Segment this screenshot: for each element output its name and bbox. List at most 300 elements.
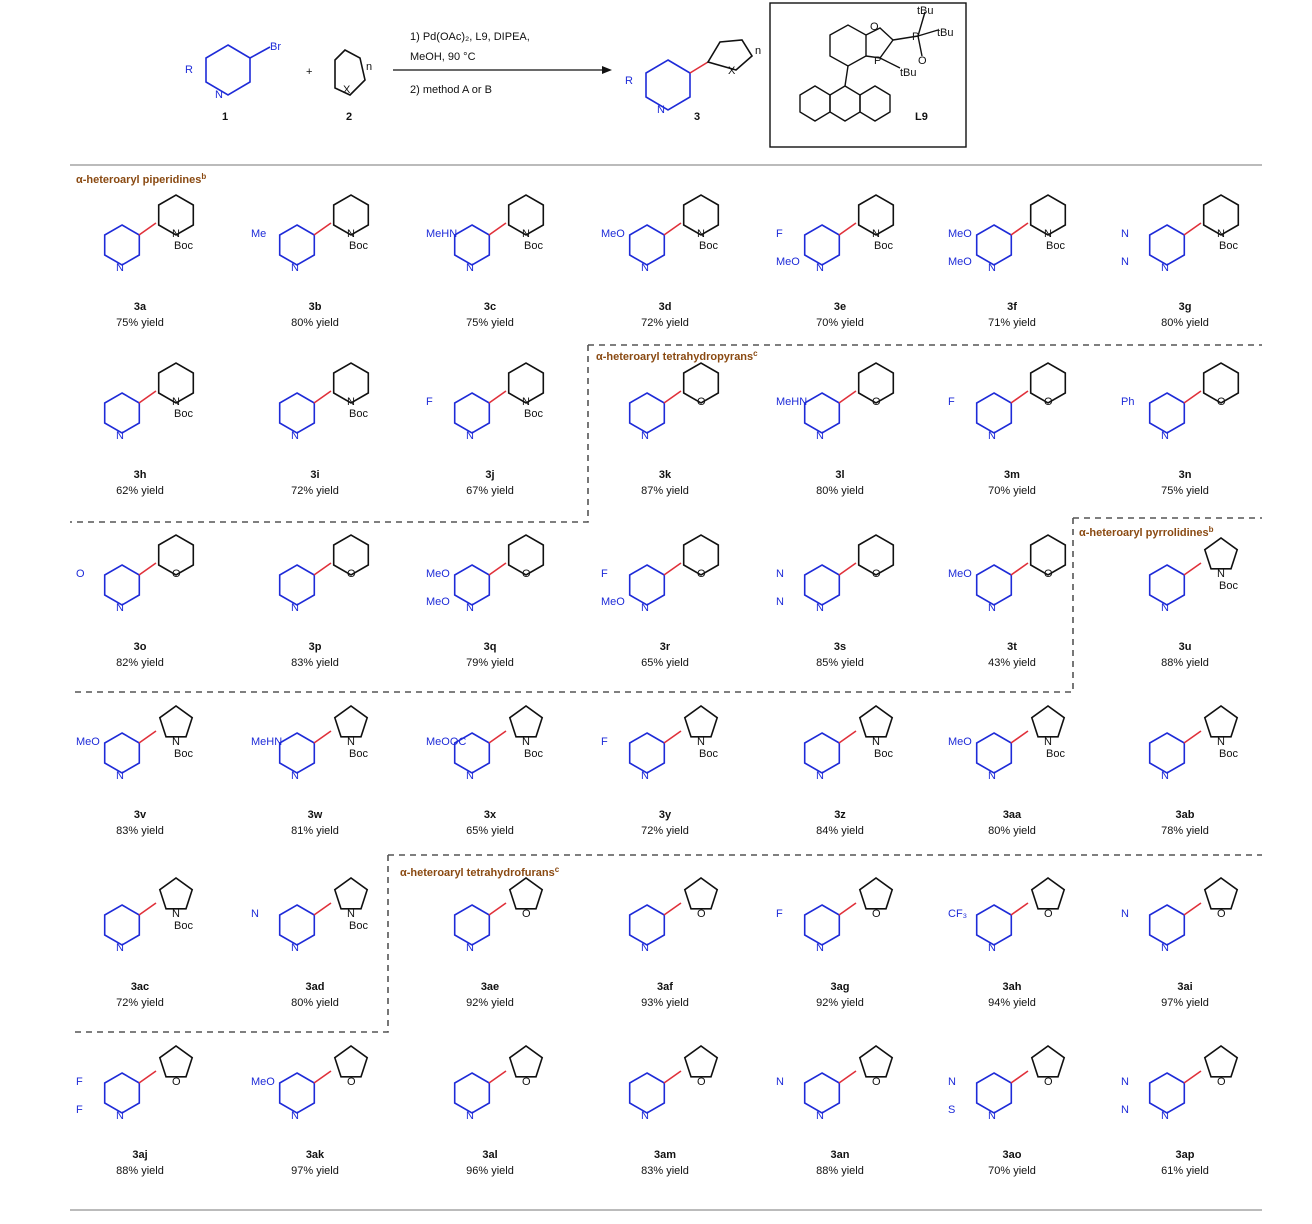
hetero-atom: O: [872, 908, 881, 920]
compound-3s: [776, 535, 893, 669]
ring-n-atom: N: [1161, 942, 1169, 954]
reactant-1-structure: [206, 45, 270, 95]
hetero-atom: O: [347, 1076, 356, 1088]
compound-3f: [948, 195, 1065, 329]
pyridine-ring: [630, 565, 665, 605]
compound-3w: [251, 706, 368, 837]
compound-yield: 62% yield: [116, 485, 164, 497]
conditions-line-1: 1) Pd(OAc)₂, L9, DIPEA,: [410, 31, 530, 43]
compound-yield: 97% yield: [1161, 997, 1209, 1009]
compound-id: 3i: [310, 469, 320, 481]
compound-id: 3f: [1007, 301, 1017, 313]
link-bond: [1184, 731, 1201, 743]
link-bond: [839, 1071, 856, 1083]
compound-3n: [1121, 363, 1238, 497]
compound-3aa: [948, 706, 1065, 837]
pyridine-ring: [105, 905, 140, 945]
compound-id: 3v: [133, 809, 147, 821]
link-bond: [489, 903, 506, 915]
compound-id: 3am: [653, 1149, 677, 1161]
ring-n-atom: N: [291, 602, 299, 614]
compound-id: 3q: [483, 641, 497, 653]
tetrahydrofuran-ring: [1205, 1046, 1237, 1077]
ring-n-atom: N: [466, 770, 474, 782]
ligand-id: L9: [915, 111, 928, 123]
hetero-atom: O: [697, 908, 706, 920]
link-bond: [839, 563, 856, 575]
ring-n-atom: N: [641, 602, 649, 614]
ring-n-atom: N: [1161, 430, 1169, 442]
hetero-atom: N: [172, 228, 180, 240]
ring-n-atom: N: [641, 942, 649, 954]
substituent-label: F: [948, 396, 955, 408]
compound-id: 3ap: [1175, 1149, 1195, 1161]
compound-3r: [601, 535, 718, 669]
pyridine-ring: [280, 393, 315, 433]
ring-n-atom: N: [116, 262, 124, 274]
compound-3ae: [455, 878, 543, 1009]
hetero-atom: O: [1044, 908, 1053, 920]
compound-id: 3m: [1004, 469, 1020, 481]
pyrrolidine-ring: [685, 706, 717, 737]
n-label: n: [366, 61, 373, 73]
hetero-atom: O: [697, 396, 706, 408]
reactant-2-id: 2: [346, 111, 353, 123]
pyrrolidine-ring: [160, 878, 192, 909]
tetrahydrofuran-ring: [160, 1046, 192, 1077]
pyridine-ring: [280, 1073, 315, 1113]
ring-n-atom: N: [641, 770, 649, 782]
substituent-label: MeHN: [426, 228, 458, 240]
pyridine-ring: [105, 393, 140, 433]
substituent-label: N: [776, 568, 784, 580]
substituent-label: N: [1121, 256, 1129, 268]
link-bond: [314, 903, 331, 915]
link-bond: [314, 1071, 331, 1083]
link-bond: [489, 1071, 506, 1083]
link-bond: [314, 731, 331, 743]
tetrahydrofuran-ring: [1032, 1046, 1064, 1077]
compound-yield: 92% yield: [466, 997, 514, 1009]
compound-id: 3af: [657, 981, 673, 993]
tetrahydrofuran-ring: [1032, 878, 1064, 909]
ring-n-atom: N: [641, 1110, 649, 1122]
pyridine-ring: [280, 225, 315, 265]
ligand-tbu-2: tBu: [937, 27, 954, 39]
compound-id: 3al: [482, 1149, 498, 1161]
substituent-label: N: [251, 908, 259, 920]
link-bond: [1011, 903, 1028, 915]
hetero-atom: O: [872, 1076, 881, 1088]
ring-n-atom: N: [816, 1110, 824, 1122]
compound-id: 3b: [308, 301, 322, 313]
pyrrolidine-ring: [335, 706, 367, 737]
link-bond: [1011, 391, 1028, 403]
link-bond: [1184, 563, 1201, 575]
substituent-label: MeO: [426, 568, 450, 580]
hetero-atom: O: [1217, 908, 1226, 920]
compound-id: 3ao: [1002, 1149, 1022, 1161]
substituent-label: F: [776, 228, 783, 240]
boc-label: Boc: [1046, 748, 1065, 760]
substituent-label: F: [76, 1104, 83, 1116]
ring-n-atom: N: [816, 430, 824, 442]
ring-n-atom: N: [1161, 1110, 1169, 1122]
hetero-atom: N: [1217, 736, 1225, 748]
hetero-atom: O: [172, 568, 181, 580]
pyrrolidine-ring: [160, 706, 192, 737]
compound-3ak: [251, 1046, 367, 1177]
substituent-label: N: [776, 1076, 784, 1088]
substituent-label: O: [76, 568, 85, 580]
boc-label: Boc: [349, 408, 368, 420]
compound-grid: [76, 195, 1238, 1177]
compound-3ad: [251, 878, 368, 1009]
link-bond: [139, 563, 156, 575]
boc-label: Boc: [524, 240, 543, 252]
compound-3y: [601, 706, 718, 837]
compound-3k: [630, 363, 719, 497]
link-bond: [139, 903, 156, 915]
compound-yield: 67% yield: [466, 485, 514, 497]
link-bond: [139, 731, 156, 743]
compound-yield: 65% yield: [466, 825, 514, 837]
link-bond: [664, 731, 681, 743]
pyridine-ring: [1150, 1073, 1185, 1113]
boc-label: Boc: [524, 408, 543, 420]
compound-yield: 88% yield: [816, 1165, 864, 1177]
pyridine-ring: [630, 733, 665, 773]
pyrrolidine-ring: [860, 706, 892, 737]
link-bond: [489, 731, 506, 743]
substituent-label: MeO: [948, 568, 972, 580]
compound-id: 3s: [833, 641, 847, 653]
x-label: X: [343, 84, 351, 96]
compound-id: 3e: [833, 301, 847, 313]
hetero-atom: N: [347, 908, 355, 920]
ring-n-atom: N: [116, 942, 124, 954]
compound-id: 3y: [658, 809, 672, 821]
compound-yield: 93% yield: [641, 997, 689, 1009]
pyridine-ring: [630, 905, 665, 945]
hetero-atom: O: [522, 568, 531, 580]
pyridine-ring: [977, 565, 1012, 605]
compound-3a: [105, 195, 194, 329]
product-r-label: R: [625, 75, 633, 87]
link-bond: [489, 223, 506, 235]
link-bond: [1184, 223, 1201, 235]
link-bond: [139, 391, 156, 403]
hetero-atom: N: [172, 396, 180, 408]
compound-yield: 72% yield: [641, 317, 689, 329]
boc-label: Boc: [874, 748, 893, 760]
compound-yield: 96% yield: [466, 1165, 514, 1177]
link-bond: [139, 223, 156, 235]
tetrahydrofuran-ring: [685, 1046, 717, 1077]
boc-label: Boc: [349, 240, 368, 252]
pyridine-ring: [455, 393, 490, 433]
compound-id: 3an: [830, 1149, 850, 1161]
pyridine-ring: [805, 393, 840, 433]
ring-n-atom: N: [988, 942, 996, 954]
compound-3ab: [1150, 706, 1239, 837]
compound-yield: 88% yield: [116, 1165, 164, 1177]
conditions-line-2: MeOH, 90 °C: [410, 51, 476, 63]
compound-id: 3n: [1178, 469, 1192, 481]
pyridine-ring: [805, 565, 840, 605]
compound-id: 3u: [1178, 641, 1192, 653]
compound-3e: [776, 195, 893, 329]
pyridine-ring: [977, 393, 1012, 433]
ring-n-atom: N: [291, 1110, 299, 1122]
substituent-label: Ph: [1121, 396, 1135, 408]
pyridine-ring: [1150, 565, 1185, 605]
pyridine-ring: [805, 225, 840, 265]
compound-id: 3aj: [132, 1149, 148, 1161]
substituent-label: MeO: [948, 256, 972, 268]
compound-id: 3aa: [1002, 809, 1022, 821]
hetero-atom: O: [1044, 396, 1053, 408]
compound-yield: 83% yield: [116, 825, 164, 837]
compound-yield: 78% yield: [1161, 825, 1209, 837]
substituent-label: MeOOC: [426, 736, 467, 748]
pyridine-ring: [977, 225, 1012, 265]
hetero-atom: O: [697, 568, 706, 580]
ring-n-atom: N: [988, 430, 996, 442]
ligand-o-atom: O: [870, 21, 879, 33]
compound-3af: [630, 878, 718, 1009]
pyrrolidine-ring: [335, 878, 367, 909]
pyridine-ring: [630, 225, 665, 265]
substituent-label: F: [601, 736, 608, 748]
link-bond: [839, 223, 856, 235]
compound-yield: 80% yield: [291, 997, 339, 1009]
compound-3ai: [1121, 878, 1237, 1009]
product-x-label: X: [728, 65, 736, 77]
compound-yield: 72% yield: [116, 997, 164, 1009]
substituent-label: F: [76, 1076, 83, 1088]
boc-label: Boc: [874, 240, 893, 252]
substituent-label: MeO: [948, 228, 972, 240]
pyridine-ring: [280, 733, 315, 773]
compound-3i: [280, 363, 369, 497]
compound-3l: [776, 363, 893, 497]
compound-3d: [601, 195, 718, 329]
compound-id: 3c: [483, 301, 497, 313]
compound-id: 3ak: [305, 1149, 325, 1161]
hetero-atom: O: [1044, 568, 1053, 580]
substituent-label: N: [948, 1076, 956, 1088]
pyridine-ring: [105, 565, 140, 605]
pyridine-ring: [455, 565, 490, 605]
compound-id: 3w: [307, 809, 323, 821]
compound-id: 3d: [658, 301, 672, 313]
section-title-pyrrolidines: α-heteroaryl pyrrolidines$^b$: [1079, 525, 1214, 539]
compound-yield: 80% yield: [1161, 317, 1209, 329]
substituent-label: MeO: [776, 256, 800, 268]
compound-3an: [776, 1046, 892, 1177]
r-label: R: [185, 64, 193, 76]
section-title-tetrahydrofurans: α-heteroaryl tetrahydrofurans$^c$: [400, 865, 560, 879]
ring-n-atom: N: [641, 262, 649, 274]
compound-yield: 65% yield: [641, 657, 689, 669]
compound-id: 3ae: [480, 981, 500, 993]
compound-id: 3r: [659, 641, 671, 653]
compound-3o: [76, 535, 193, 669]
link-bond: [139, 1071, 156, 1083]
boc-label: Boc: [1219, 580, 1238, 592]
substituent-label: MeO: [76, 736, 100, 748]
compound-id: 3k: [658, 469, 672, 481]
hetero-atom: O: [1217, 396, 1226, 408]
link-bond: [1011, 223, 1028, 235]
section-borders: [70, 345, 1262, 1032]
compound-yield: 88% yield: [1161, 657, 1209, 669]
ring-n-atom: N: [291, 430, 299, 442]
substituent-label: N: [776, 596, 784, 608]
pyridine-ring: [1150, 393, 1185, 433]
substituent-label: MeO: [601, 228, 625, 240]
hetero-atom: N: [872, 736, 880, 748]
hetero-atom: N: [522, 396, 530, 408]
pyrrolidine-ring: [1032, 706, 1064, 737]
compound-3v: [76, 706, 193, 837]
pyrrolidine-ring: [510, 706, 542, 737]
arrow-head: [602, 66, 612, 74]
ring-n-atom: N: [116, 770, 124, 782]
section-title-piperidines: α-heteroaryl piperidines$^b$: [76, 172, 207, 186]
tetrahydrofuran-ring: [510, 878, 542, 909]
compound-id: 3j: [485, 469, 495, 481]
compound-yield: 75% yield: [116, 317, 164, 329]
ring-n-atom: N: [466, 1110, 474, 1122]
ring-n-atom: N: [641, 430, 649, 442]
boc-label: Boc: [174, 408, 193, 420]
ring-n-atom: N: [116, 1110, 124, 1122]
compound-3g: [1121, 195, 1238, 329]
pyridine-ring: [630, 1073, 665, 1113]
compound-3b: [251, 195, 368, 329]
ring-n-atom: N: [816, 602, 824, 614]
pyridine-ring: [455, 905, 490, 945]
ligand-tbu-3: tBu: [900, 67, 917, 79]
compound-id: 3z: [834, 809, 846, 821]
ligand-tbu-1: tBu: [917, 5, 934, 17]
pyridine-ring: [977, 905, 1012, 945]
tetrahydrofuran-ring: [510, 1046, 542, 1077]
link-bond: [1184, 391, 1201, 403]
compound-yield: 70% yield: [816, 317, 864, 329]
hetero-atom: O: [872, 568, 881, 580]
ring-n-atom: N: [291, 942, 299, 954]
ring-n-atom: N: [1161, 262, 1169, 274]
ring-n-atom: N: [988, 1110, 996, 1122]
ring-n-atom: N: [1161, 770, 1169, 782]
pyridine-ring: [805, 1073, 840, 1113]
compound-yield: 87% yield: [641, 485, 689, 497]
tetrahydrofuran-ring: [860, 1046, 892, 1077]
pyridine-ring: [455, 225, 490, 265]
link-bond: [1184, 903, 1201, 915]
ring-n-atom: N: [466, 430, 474, 442]
pyrrolidine-ring: [1205, 538, 1237, 569]
n-atom-label: N: [215, 89, 223, 101]
hetero-atom: O: [522, 908, 531, 920]
ligand-p2-atom: P: [912, 31, 920, 43]
hetero-atom: O: [872, 396, 881, 408]
link-bond: [314, 223, 331, 235]
hetero-atom: N: [697, 228, 705, 240]
compound-yield: 80% yield: [988, 825, 1036, 837]
compound-id: 3x: [483, 809, 497, 821]
section-title-tetrahydropyrans: α-heteroaryl tetrahydropyrans$^c$: [596, 349, 758, 363]
tetrahydrofuran-ring: [860, 878, 892, 909]
pyridine-ring: [105, 733, 140, 773]
compound-yield: 43% yield: [988, 657, 1036, 669]
compound-yield: 80% yield: [816, 485, 864, 497]
hetero-atom: O: [347, 568, 356, 580]
compound-3q: [426, 535, 543, 669]
compound-id: 3p: [308, 641, 322, 653]
pyridine-ring: [630, 393, 665, 433]
pyridine-ring: [1150, 905, 1185, 945]
link-bond: [489, 391, 506, 403]
substituent-label: F: [426, 396, 433, 408]
compound-yield: 94% yield: [988, 997, 1036, 1009]
hetero-atom: N: [172, 736, 180, 748]
boc-label: Boc: [699, 748, 718, 760]
substituent-label: F: [601, 568, 608, 580]
pyrrolidine-ring: [1205, 706, 1237, 737]
compound-yield: 81% yield: [291, 825, 339, 837]
compound-id: 3ah: [1002, 981, 1022, 993]
compound-3aj: [76, 1046, 192, 1177]
ring-n-atom: N: [116, 602, 124, 614]
compound-yield: 97% yield: [291, 1165, 339, 1177]
hetero-atom: N: [872, 228, 880, 240]
link-bond: [314, 391, 331, 403]
tetrahydrofuran-ring: [685, 878, 717, 909]
hetero-atom: O: [1217, 1076, 1226, 1088]
hetero-atom: N: [347, 736, 355, 748]
pyridine-ring: [805, 733, 840, 773]
boc-label: Boc: [349, 920, 368, 932]
pyridine-ring: [455, 1073, 490, 1113]
ring-n-atom: N: [466, 602, 474, 614]
ring-n-atom: N: [466, 262, 474, 274]
compound-3ao: [948, 1046, 1064, 1177]
ligand-l9-box: [770, 3, 966, 147]
link-bond: [664, 391, 681, 403]
compound-3ah: [948, 878, 1064, 1009]
hetero-atom: N: [1217, 568, 1225, 580]
compound-yield: 79% yield: [466, 657, 514, 669]
compound-3u: [1150, 538, 1239, 669]
compound-3h: [105, 363, 194, 497]
link-bond: [664, 223, 681, 235]
boc-label: Boc: [524, 748, 543, 760]
compound-id: 3h: [133, 469, 147, 481]
pyridine-ring: [1150, 733, 1185, 773]
pyridine-ring: [1150, 225, 1185, 265]
br-label: Br: [270, 41, 281, 53]
pyridine-ring: [280, 905, 315, 945]
product-n-label: n: [755, 45, 762, 57]
reactant-1-id: 1: [222, 111, 229, 123]
link-bond: [839, 731, 856, 743]
compound-yield: 85% yield: [816, 657, 864, 669]
hetero-atom: N: [522, 228, 530, 240]
